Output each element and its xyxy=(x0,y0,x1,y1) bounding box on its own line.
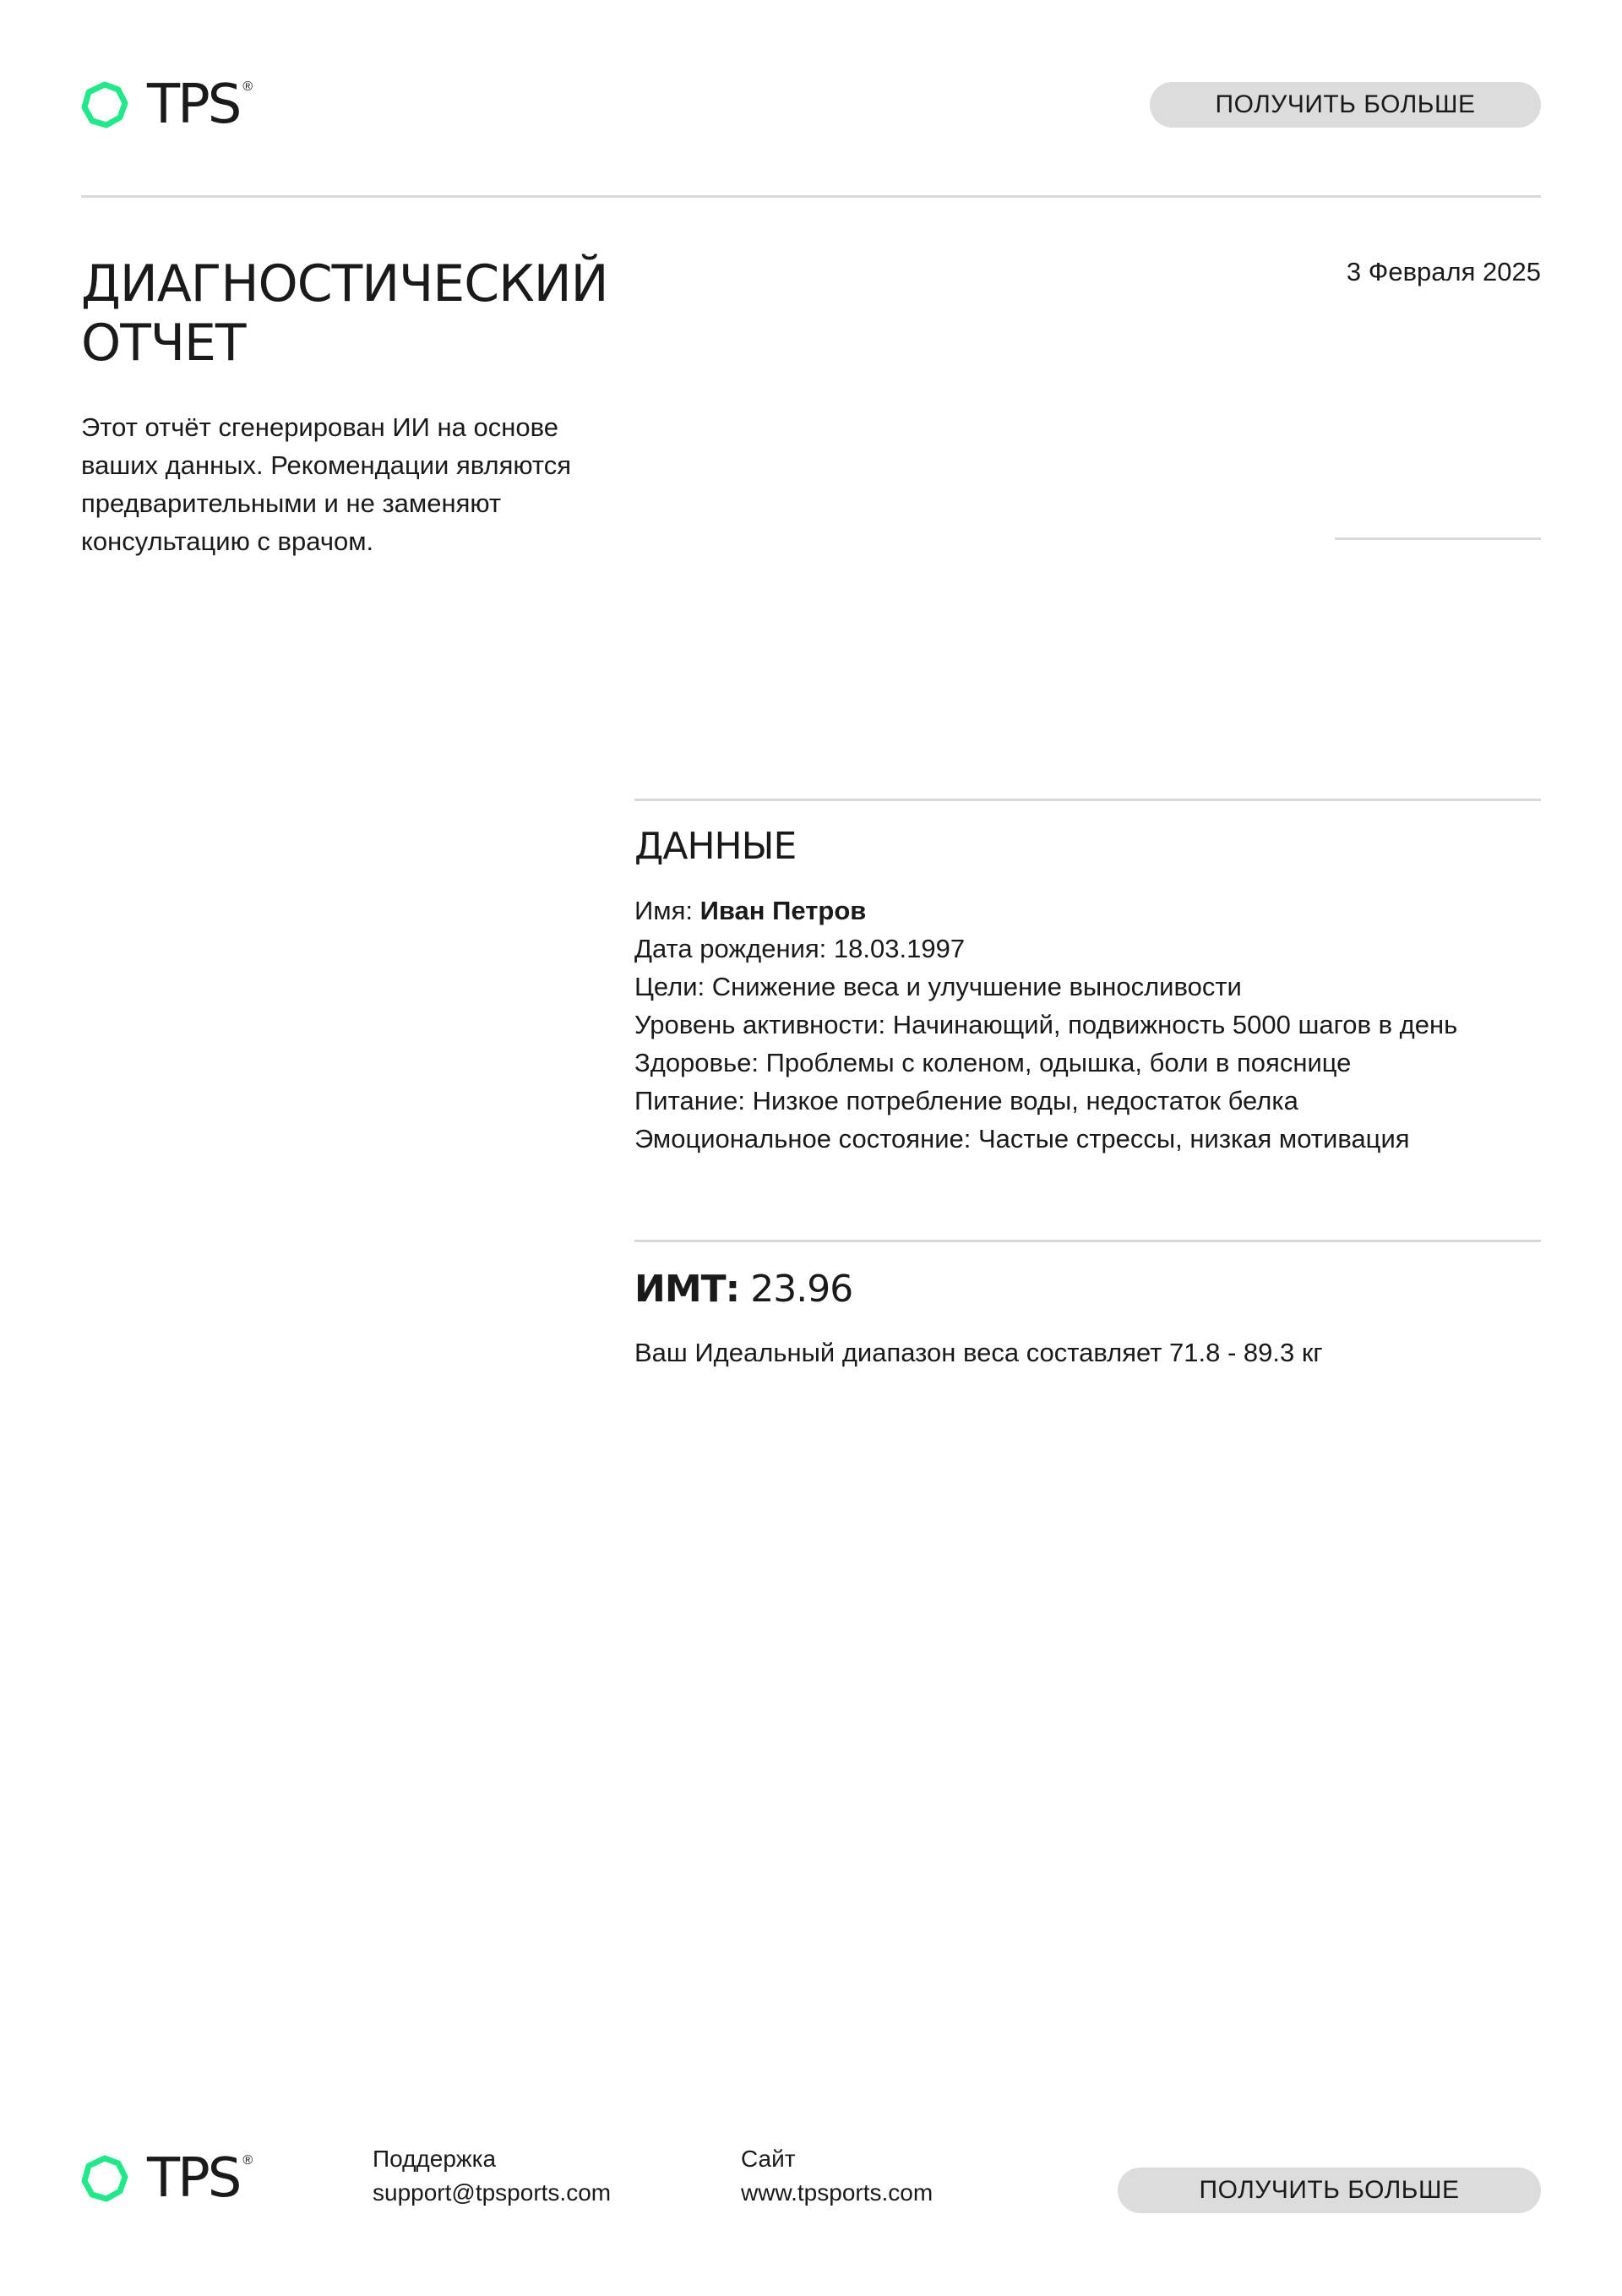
footer-site xyxy=(741,2142,933,2210)
name-value: Иван Петров xyxy=(699,896,867,925)
support-email-link[interactable]: support@tpsports.com xyxy=(373,2179,612,2206)
date-divider xyxy=(1335,537,1541,540)
report-title: ДИАГНОСТИЧЕСКИЙ ОТЧЕТ xyxy=(81,254,608,373)
support-label: Поддержка xyxy=(373,2146,497,2172)
registered-mark: ® xyxy=(242,2153,253,2168)
bmi-label: ИМТ: xyxy=(634,1268,740,1311)
logo-text: TPS xyxy=(147,2147,240,2210)
data-emotional-row: Эмоциональное состояние: Частые стрессы, низкая мотивация xyxy=(634,1124,1410,1153)
header-logo[interactable] xyxy=(81,74,253,136)
data-health-row: Здоровье: Проблемы с коленом, одышка, боли в пояснице xyxy=(634,1048,1352,1077)
registered-mark: ® xyxy=(242,79,253,94)
logo-ring-icon xyxy=(81,81,128,128)
report-date: 3 Февраля 2025 xyxy=(1346,257,1541,286)
data-nutrition-row: Питание: Низкое потребление воды, недостаток белка xyxy=(634,1086,1298,1115)
site-label: Сайт xyxy=(741,2146,796,2172)
data-birth-row: Дата рождения: 18.03.1997 xyxy=(634,934,966,963)
header-divider xyxy=(81,195,1541,198)
site-url-link[interactable]: www.tpsports.com xyxy=(741,2179,933,2206)
bmi-heading xyxy=(634,1268,852,1311)
header-get-more-button[interactable]: ПОЛУЧИТЬ БОЛЬШЕ xyxy=(1150,82,1541,128)
bmi-range-text: Ваш Идеальный диапазон веса составляет 71.8 - 89.3 кг xyxy=(634,1338,1323,1367)
bmi-section-divider xyxy=(634,1240,1541,1242)
bmi-value: 23.96 xyxy=(750,1268,853,1311)
footer-support xyxy=(373,2142,611,2210)
data-list xyxy=(634,892,1541,1158)
logo-ring-icon xyxy=(81,2155,128,2202)
footer-get-more-button[interactable]: ПОЛУЧИТЬ БОЛЬШЕ xyxy=(1118,2168,1541,2213)
name-label: Имя: xyxy=(634,896,700,925)
data-section-title: ДАННЫЕ xyxy=(634,825,797,868)
footer-logo[interactable] xyxy=(81,2147,253,2210)
logo-text: TPS xyxy=(147,74,240,136)
report-intro: Этот отчёт сгенерирован ИИ на основе ваших данных. Рекомендации являются предварительными и не заменяют консультацию с врачом. xyxy=(81,412,572,556)
data-name-row xyxy=(634,892,1541,930)
data-goals-row: Цели: Снижение веса и улучшение выносливости xyxy=(634,972,1242,1001)
data-section-divider xyxy=(634,799,1541,801)
data-activity-row: Уровень активности: Начинающий, подвижность 5000 шагов в день xyxy=(634,1010,1458,1039)
